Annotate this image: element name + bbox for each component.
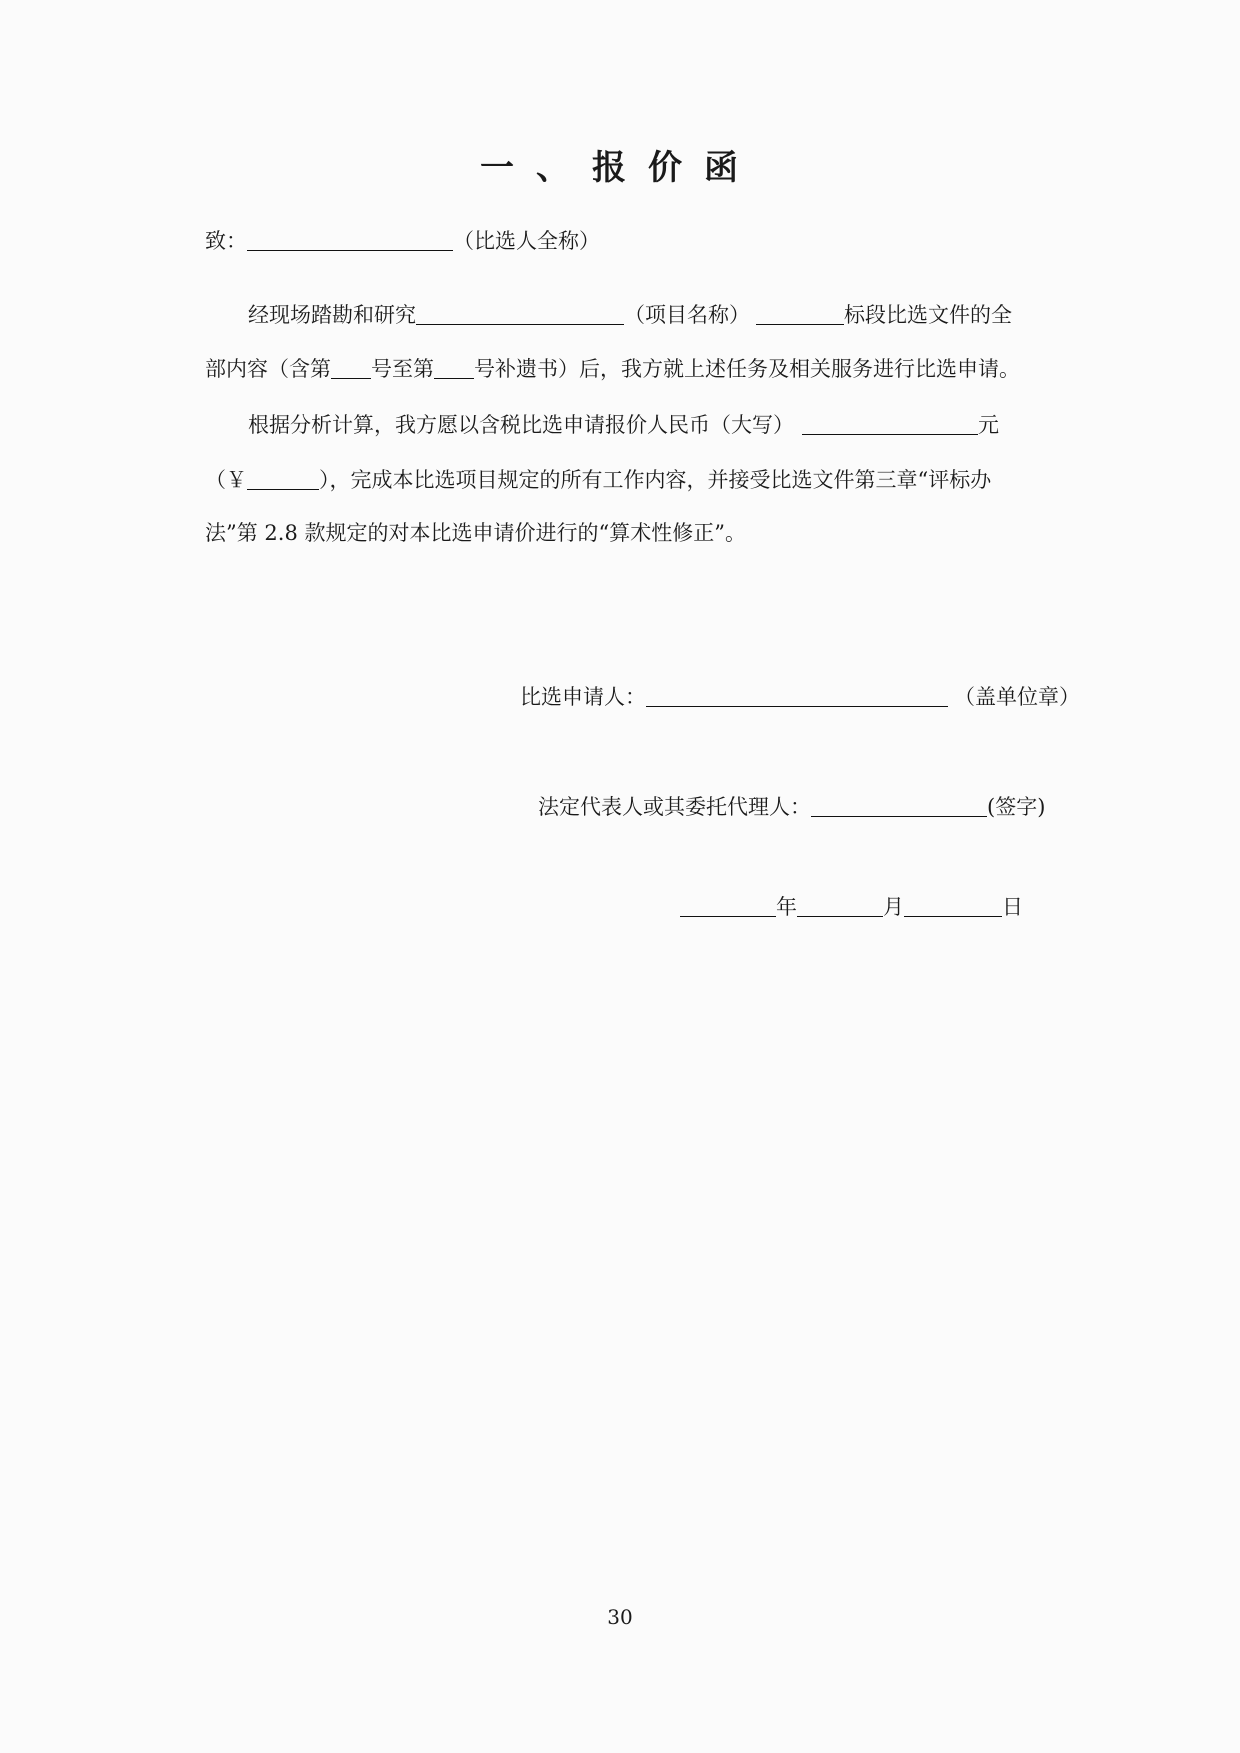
addressee-blank [247, 228, 453, 251]
para1-text-d: 部内容（含第 [205, 357, 331, 381]
year-blank [680, 894, 776, 917]
page-number: 30 [607, 1605, 633, 1629]
applicant-line [520, 682, 1080, 712]
para1-text-a: 经现场踏勘和研究 [248, 303, 416, 327]
applicant-note: （盖单位章） [954, 685, 1080, 709]
page-title: 一、报价函 [480, 148, 760, 188]
para2-text-b: 元 [978, 413, 999, 437]
para1-line2 [205, 354, 1020, 384]
para1-text-b: （项目名称） [624, 303, 750, 327]
addressee-note: （比选人全称） [453, 229, 600, 253]
representative-note: (签字) [987, 795, 1046, 819]
price-words-blank [802, 412, 978, 435]
para2-line1 [248, 410, 999, 440]
day-blank [904, 894, 1002, 917]
day-label: 日 [1002, 895, 1023, 919]
para1-text-c: 标段比选文件的全 [844, 303, 1012, 327]
year-label: 年 [776, 895, 797, 919]
representative-line [538, 792, 1045, 822]
para2-text-e: 法”第 2.8 款规定的对本比选申请价进行的“算术性修正”。 [205, 521, 746, 545]
applicant-blank [646, 684, 948, 707]
date-line [680, 892, 1023, 922]
addendum-to-blank [434, 356, 474, 379]
para2-text-a: 根据分析计算，我方愿以含税比选申请报价人民币（大写） [248, 413, 794, 437]
para1-line1 [248, 300, 1012, 330]
month-label: 月 [883, 895, 904, 919]
applicant-label: 比选申请人： [520, 685, 646, 709]
representative-label: 法定代表人或其委托代理人： [538, 795, 811, 819]
para1-text-e: 号至第 [371, 357, 434, 381]
representative-blank [811, 794, 987, 817]
para2-text-d: ），完成本比选项目规定的所有工作内容，并接受比选文件第三章“评标办 [319, 468, 992, 492]
addressee-label: 致： [205, 229, 247, 253]
para2-line2 [205, 465, 991, 495]
addendum-from-blank [331, 356, 371, 379]
section-blank [756, 302, 844, 325]
para2-text-c: （￥ [205, 468, 247, 492]
para2-line3 [205, 518, 746, 548]
addressee-line [205, 226, 600, 256]
para1-text-f: 号补遗书）后，我方就上述任务及相关服务进行比选申请。 [474, 357, 1020, 381]
price-figures-blank [247, 467, 319, 490]
month-blank [797, 894, 883, 917]
project-name-blank [416, 302, 624, 325]
